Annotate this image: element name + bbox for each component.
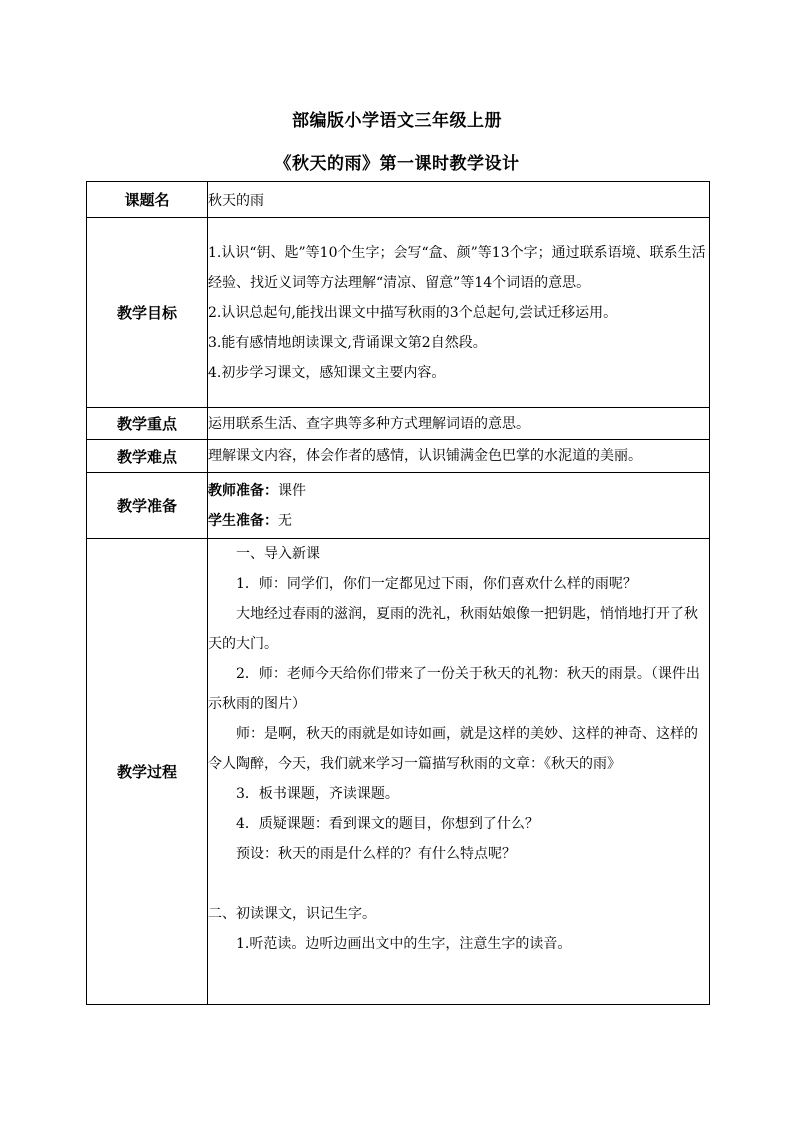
row-topic [87,182,710,218]
student-prep-label: 学生准备： [208,512,278,529]
document-title: 部编版小学语文三年级上册 [292,111,502,131]
process-paragraph: 1．师：同学们，你们一定都见过下雨，你们喜欢什么样的雨呢？ [236,576,637,592]
goal-item: 3.能有感情地朗读课文,背诵课文第2自然段。 [208,334,487,351]
process-paragraph: 3．板书课题，齐读课题。 [236,786,399,802]
preparation-label: 教学准备 [87,473,208,539]
row-process [87,539,710,1005]
teacher-prep-value: 课件 [278,482,306,499]
preparation-content [208,473,710,539]
goal-item: 4.初步学习课文，感知课文主要内容。 [208,364,446,381]
process-paragraph: 1.听范读。边听边画出文中的生字，注意生字的读音。 [236,936,572,952]
student-prep-value: 无 [278,512,292,529]
process-paragraph: 2．师：老师今天给你们带来了一份关于秋天的礼物：秋天的雨景。（课件出示秋雨的图片） [208,666,700,712]
goal-item: 1.认识“钥、匙”等10个生字；会写“盒、颜”等13个字；通过联系语境、联系生活经验、找近义词等方法理解“清凉、留意”等14个词语的意思。 [208,244,706,291]
process-section-heading: 二、初读课文，识记生字。 [208,906,376,922]
process-paragraph: 预设：秋天的雨是什么样的？有什么特点呢？ [236,846,516,862]
goal-item: 2.认识总起句,能找出课文中描写秋雨的3个总起句,尝试迁移运用。 [208,304,618,321]
topic-label: 课题名 [87,182,208,218]
process-paragraph: 一、导入新课 [236,546,320,562]
topic-value: 秋天的雨 [208,182,710,218]
process-content [208,539,710,1005]
lesson-plan-table [86,181,710,1005]
difficulty-value: 理解课文内容，体会作者的感情，认识铺满金色巴掌的水泥道的美丽。 [208,440,710,473]
difficulty-label: 教学难点 [87,440,208,473]
process-label: 教学过程 [87,539,208,1005]
student-prep [208,506,709,536]
goals-content [208,218,710,408]
process-paragraph: 大地经过春雨的滋润，夏雨的洗礼，秋雨姑娘像一把钥匙，悄悄地打开了秋天的大门。 [208,606,698,652]
teacher-prep [208,476,709,506]
key-point-value: 运用联系生活、查字典等多种方式理解词语的意思。 [208,408,710,440]
row-preparation [87,473,710,539]
process-paragraph: 师：是啊，秋天的雨就是如诗如画，就是这样的美妙、这样的神奇、这样的令人陶醉，今天，我们就来学习一篇描写秋雨的文章：《秋天的雨》 [208,726,698,772]
key-point-label: 教学重点 [87,408,208,440]
row-key-point [87,408,710,440]
document-subtitle: 《秋天的雨》第一课时教学设计 [274,154,520,174]
goals-label: 教学目标 [87,218,208,408]
row-difficulty [87,440,710,473]
process-paragraph: 4．质疑课题：看到课文的题目，你想到了什么？ [236,816,539,832]
spacer [208,869,709,899]
row-goals [87,218,710,408]
teacher-prep-label: 教师准备： [208,482,278,499]
